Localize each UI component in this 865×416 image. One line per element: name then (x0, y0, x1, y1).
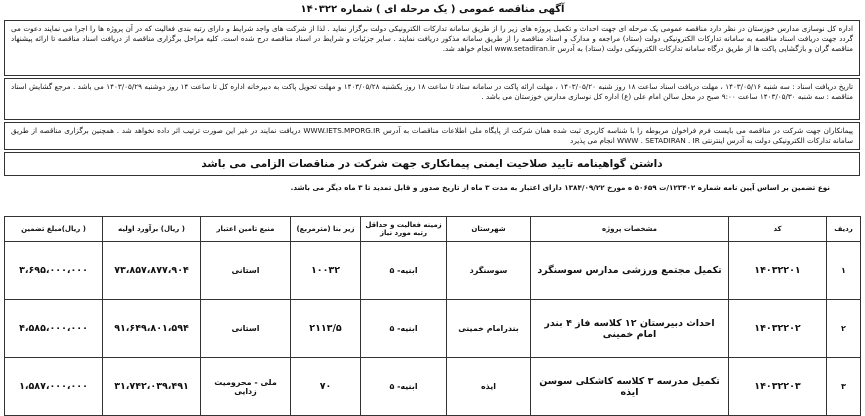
header-project: مشخصات پروژه (531, 217, 729, 242)
header-area: زیر بنا (مترمربع) (291, 217, 361, 242)
cell-code: ۱۴۰۳۲۲۰۱ (729, 242, 827, 300)
cell-estimate: ۷۳،۸۵۷،۸۷۷،۹۰۴ (103, 242, 201, 300)
header-guarantee: ( ریال)مبلغ تضمین (5, 217, 103, 242)
cell-code: ۱۴۰۳۲۲۰۲ (729, 300, 827, 358)
cell-city: بندرامام خمینی (447, 300, 531, 358)
table-row (5, 358, 861, 416)
cell-rank: ابنیه- ۵ (361, 358, 447, 416)
cell-fund: ملی - محرومیت زدایی (201, 358, 291, 416)
cell-project: تکمیل مدرسه ۳ کلاسه کاشکلی سوسن ایذه (531, 358, 729, 416)
header-estimate: ( ریال) برآورد اولیه (103, 217, 201, 242)
contractors-paragraph: پیمانکاران جهت شرکت در مناقصه می بایست فرم فراخوان مربوطه را با شناسه کاربری ثبت شده همان شرکت از پایگاه ملی اطلاعات مناقصات به آدرس WWW.IETS.MPORG.IR دریافت نمایند در غیر این صورت ترتیب اثر داده نخواهد شد . همچنین برگزاری مناقصه از طریق سامانه تدارکات الکترونیکی دولت به آدرس اینترنتی WWW . SETADIRAN . IR انجام می پذیرد (4, 122, 860, 150)
header-row-number: ردیف (827, 217, 861, 242)
cell-code: ۱۴۰۳۲۲۰۳ (729, 358, 827, 416)
cell-project: تکمیل مجتمع ورزشی مدارس سوسنگرد (531, 242, 729, 300)
intro-paragraph: اداره کل نوسازی مدارس خوزستان در نظر دارد مناقصه عمومی یک مرحله ای جهت احداث و تکمیل پروژه های زیر را از طریق سامانه تدارکات الکترونیکی دولت برگزار نماید . لذا از شرکت های واجد شرایط و دارای رتبه بندی فعالیت که در آن پروژه ها را اجرا می نمایند دعوت می گردد جهت دریافت اسناد مناقصه به سامانه تدارکات الکترونیکی دولت (ستاد) مراجعه و مدارک و اسناد مناقصه را از طریق سامانه مذکور دریافت نمایند . سایر جزئیات و شرایط در اسناد مناقصه درج شده است. کلیه مراحل برگزاری مناقصه از دریافت اسناد مناقصه تا ارائه پیشنهاد مناقصه گران و بازگشایی پاکت ها از طریق درگاه سامانه تدارکات الکترونیکی دولت (ستاد) به آدرس www.setadiran.ir انجام خواهد شد. (4, 20, 860, 76)
cell-project: احداث دبیرستان ۱۲ کلاسه فاز ۴ بندر امام خمینی (531, 300, 729, 358)
cell-estimate: ۳۱،۷۴۲،۰۳۹،۴۹۱ (103, 358, 201, 416)
header-rank: زمینه فعالیت و حداقل رتبه مورد نیاز (361, 217, 447, 242)
cell-area: ۱۰۰۳۲ (291, 242, 361, 300)
cell-city: سوسنگرد (447, 242, 531, 300)
header-code: کد (729, 217, 827, 242)
header-fund: منبع تامین اعتبار (201, 217, 291, 242)
cell-rank: ابنیه- ۵ (361, 300, 447, 358)
cell-estimate: ۹۱،۶۴۹،۸۰۱،۵۹۴ (103, 300, 201, 358)
cell-city: ایذه (447, 358, 531, 416)
tender-table (4, 216, 861, 416)
cell-guarantee: ۴،۵۸۵،۰۰۰،۰۰۰ (5, 300, 103, 358)
table-row (5, 242, 861, 300)
dates-paragraph: تاریخ دریافت اسناد : سه شنبه ۱۴۰۳/۰۵/۱۶ ، مهلت دریافت اسناد ساعت ۱۸ روز شنبه ۱۴۰۳/۰۵/۲۰ ، مهلت ارائه پاکت در سامانه ستاد تا ساعت ۱۸ روز یکشنبه ۱۴۰۳/۰۵/۲۸ و مهلت تحویل پاکت به دبیرخانه اداره کل تا ساعت ۱۴ روز دوشنبه ۱۴۰۳/۰۵/۲۹ می باشد . مرجع گشایش اسناد مناقصه : سه شنبه ۱۴۰۳/۰۵/۳۰ ساعت ۹:۰۰ صبح در محل سالن امام علی (ع) اداره کل نوسازی مدارس خوزستان می باشد . (4, 78, 860, 120)
cell-row-number: ۲ (827, 300, 861, 358)
cell-guarantee: ۳،۶۹۵،۰۰۰،۰۰۰ (5, 242, 103, 300)
page-title: آگهی مناقصه عمومی ( یک مرحله ای ) شماره ۱۴۰۳۲۲ (300, 4, 565, 15)
cell-rank: ابنیه- ۵ (361, 242, 447, 300)
cell-area: ۲۱۱۳/۵ (291, 300, 361, 358)
cell-fund: استانی (201, 300, 291, 358)
cell-row-number: ۳ (827, 358, 861, 416)
table-header-row (5, 217, 861, 242)
guarantee-note: نوع تضمین بر اساس آیین نامه شماره ۱۲۳۴۰۲/ت ۵۰۶۵۹ ه مورخ ۱۳۸۴/۰۹/۲۲ دارای اعتبار به مدت ۳ ماه از تاریخ صدور و قابل تمدید تا ۳ ماه دیگر می باشد. (290, 183, 830, 192)
header-city: شهرستان (447, 217, 531, 242)
table-row (5, 300, 861, 358)
cell-guarantee: ۱،۵۸۷،۰۰۰،۰۰۰ (5, 358, 103, 416)
cell-row-number: ۱ (827, 242, 861, 300)
cell-fund: استانی (201, 242, 291, 300)
safety-certificate-headline: داشتن گواهینامه تایید صلاحیت ایمنی پیمانکاری جهت شرکت در مناقصات الزامی می باشد (4, 152, 860, 176)
cell-area: ۷۰ (291, 358, 361, 416)
